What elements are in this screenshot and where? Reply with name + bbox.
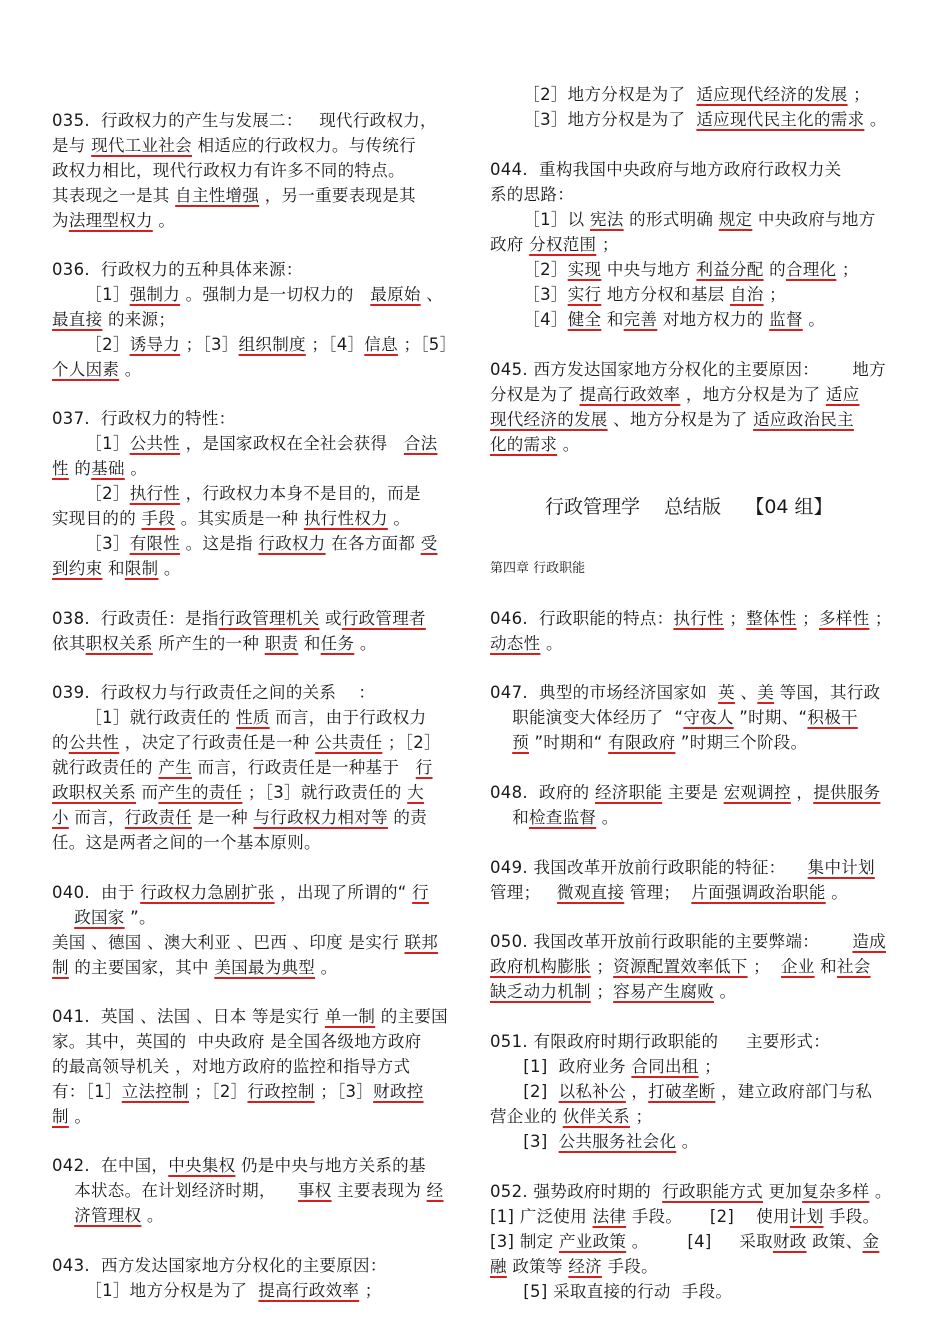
text-run: ，是国家政权在全社会获得 (180, 434, 404, 453)
answer-blank: 监督 (769, 310, 803, 329)
answer-blank: 性质 (236, 708, 270, 727)
answer-blank: 行 (412, 883, 429, 902)
answer-blank: 造成 (852, 932, 886, 951)
answer-blank: 执行性 (673, 609, 724, 628)
text-run: ”时期和“ (529, 733, 609, 752)
answer-blank: 经 (426, 1181, 444, 1200)
text-run: 。 (315, 958, 338, 977)
answer-blank: 公共服务社会化 (558, 1132, 677, 1151)
text-run: 有：［1］ (52, 1082, 122, 1101)
answer-blank: 自治 (730, 285, 764, 304)
answer-blank: 以私补公 (558, 1082, 626, 1101)
text-run: 。 (864, 110, 887, 129)
answer-blank: 现代经济的发展 (490, 410, 608, 429)
answer-blank: 公共性 (68, 733, 120, 752)
item-037 (52, 406, 462, 581)
text-run: 的最高领导机关 ，对地方政府的监控和指导方式 (52, 1057, 411, 1076)
answer-blank: 政府机构膨胀 (490, 957, 591, 976)
text-run: 。 (152, 211, 176, 230)
text-run: 而言， (68, 808, 125, 827)
text-run: 。强制力是一切权力的 (180, 285, 371, 304)
text-run: 。 (387, 509, 411, 528)
text-run: 。 (676, 1132, 699, 1151)
text-run: ； (629, 1107, 653, 1126)
answer-blank: 职责 (264, 634, 299, 653)
answer-blank: 自主性增强 (175, 186, 260, 205)
text-run: 其表现之一是其 (52, 186, 176, 205)
text-run: ，地方分权是为了 (680, 385, 826, 404)
answer-blank: 事权 (297, 1181, 332, 1200)
answer-blank: 法理型权力 (68, 211, 153, 230)
text-run: 。 (802, 310, 826, 329)
text-run: ；［4］ (305, 335, 365, 354)
item-044 (490, 157, 900, 332)
text-run: ”。 (124, 908, 156, 927)
answer-blank: 实行 (567, 285, 602, 304)
text-run: ； (359, 1281, 382, 1300)
answer-blank: 检查监督 (529, 808, 597, 827)
text-run: ，另一重要表现是其 (259, 186, 416, 205)
text-run: 052. 强势政府时期的 (490, 1182, 663, 1201)
text-run: 管理； (624, 883, 692, 902)
text-run: 的责 (387, 808, 428, 827)
text-run: ；［5］ (397, 335, 457, 354)
answer-blank: 化的需求 (490, 435, 558, 454)
chapter-heading: 第四章 行政职能 (490, 561, 586, 576)
answer-blank: 有限性 (129, 534, 181, 553)
answer-blank: 适应现代民主化的需求 (696, 110, 865, 129)
text-run: 。 (119, 360, 142, 379)
answer-blank: 最直接 (52, 310, 103, 329)
answer-blank: 片面强调政治职能 (691, 883, 826, 902)
answer-blank: 微观直接 (557, 883, 625, 902)
item-042 (52, 1153, 462, 1228)
text-run: [5] 采取直接的行动 手段。 (490, 1282, 733, 1301)
answer-blank: 执行性权力 (303, 509, 388, 528)
text-run: 和 (814, 957, 837, 976)
answer-blank: 合理化 (785, 260, 837, 279)
text-run: 。 (540, 634, 563, 653)
answer-blank: 分权范围 (529, 235, 597, 254)
answer-blank: 法律 (592, 1207, 627, 1226)
answer-blank: 政职权关系 (52, 783, 136, 802)
answer-blank: 财政 (772, 1232, 807, 1251)
text-run (52, 908, 74, 927)
answer-blank: 小 (52, 808, 69, 827)
text-run: ， (625, 1082, 649, 1101)
answer-blank: 适应政治民主 (753, 410, 854, 429)
answer-blank: 性 (52, 459, 69, 478)
text-run: 相适应的行政权力。与传统行 (191, 136, 416, 155)
text-run: 就行政责任的 (52, 758, 159, 777)
answer-blank: 整体性 (746, 609, 797, 628)
text-run: ［1］ (52, 285, 130, 304)
text-run: 、 (734, 683, 758, 702)
text-run: 手段。 [2] 使用 (626, 1207, 790, 1226)
item-046 (490, 606, 900, 656)
text-run: 中央与地方 (601, 260, 697, 279)
answer-blank: 经济 (568, 1257, 602, 1276)
answer-blank: 产生 (158, 758, 192, 777)
text-run: ； (747, 957, 782, 976)
text-run: ； (723, 609, 747, 628)
answer-blank: 产生的责任 (158, 783, 243, 802)
text-run: ；［3］就行政责任的 (242, 783, 408, 802)
text-run: 043. 西方发达国家地方分权化的主要原因： (52, 1256, 387, 1275)
text-run: 和 (298, 634, 321, 653)
answer-blank: 单一制 (324, 1007, 376, 1026)
text-run: 048. 政府的 (490, 783, 595, 802)
answer-blank: 现代工业社会 (91, 136, 192, 155)
answer-blank: 任务 (320, 634, 355, 653)
answer-blank: 中央集权 (168, 1156, 236, 1175)
text-run: 046. 行政职能的特点： (490, 609, 674, 628)
text-run: 是一种 (191, 808, 254, 827)
item-049 (490, 855, 900, 905)
text-run: ，决定 (119, 733, 176, 752)
answer-blank: 实现 (567, 260, 602, 279)
answer-blank: 适应 (825, 385, 860, 404)
item-040 (52, 880, 462, 980)
text-run: ；［3］ (314, 1082, 374, 1101)
text-run: ［1］以 (490, 210, 591, 229)
text-run (490, 733, 512, 752)
answer-blank: 预 (512, 733, 529, 752)
item-038 (52, 606, 462, 656)
text-run: 。 (68, 1107, 92, 1126)
text-run: 的主要国 (375, 1007, 448, 1026)
answer-blank: 企业 (781, 957, 815, 976)
answer-blank: 缺乏动力机制 (490, 982, 591, 1001)
text-run: 。其实质是一种 (175, 509, 304, 528)
answer-blank: 组织制度 (238, 335, 306, 354)
text-run: 的来源； (102, 310, 176, 329)
text-run: 。 (158, 559, 181, 578)
answer-blank: 规定 (718, 210, 753, 229)
text-run: 。 (354, 634, 377, 653)
text-run: ； (596, 235, 619, 254)
text-run: ［4］ (490, 310, 568, 329)
text-run: ； (698, 1057, 721, 1076)
text-run: ”时期三个阶段。 (675, 733, 808, 752)
text-run: 家。其中，英国的 中央政府 是全国各级地方政府 (52, 1032, 422, 1051)
answer-blank: 经济职能 (594, 783, 663, 802)
text-run: 政权力相比，现代行政权力有许多不同的特点。 (52, 161, 405, 180)
text-run: 039. 行政权力与行政责任之间的关系 ： (52, 683, 376, 702)
answer-blank: 利益分配 (696, 260, 764, 279)
text-run: 仍是中央与地方关系的基 (235, 1156, 426, 1175)
answer-blank: 英 (718, 683, 735, 702)
answer-blank: 诱导力 (129, 335, 181, 354)
text-run: 职能演变大体经历了 “ (490, 708, 684, 727)
text-run: ； (836, 260, 859, 279)
item-043 (52, 1253, 462, 1303)
answer-blank: 政国家 (74, 908, 125, 927)
answer-blank: 基础 (91, 459, 125, 478)
text-run: 038. 行政责任：是指 (52, 609, 219, 628)
answer-blank: 受 (420, 534, 438, 553)
text-run: 的 (52, 733, 69, 752)
answer-blank: 制 (52, 1107, 69, 1126)
text-run: ，建立政府部门与私 (715, 1082, 873, 1101)
text-run: 047. 典型的市场经济国家如 (490, 683, 719, 702)
text-run: [3] 制定 (490, 1232, 559, 1251)
text-run: 美国 、德国 、澳大利亚 、巴西 、印度 是实行 (52, 933, 405, 952)
text-run: 对地方权力的 (657, 310, 770, 329)
answer-blank: 行政责任 (124, 808, 192, 827)
text-run: 而言，行政责任是一种基于 (191, 758, 416, 777)
text-run: 系的思路： (490, 185, 574, 204)
item-050 (490, 929, 900, 1004)
answer-blank: 到约束 (52, 559, 103, 578)
text-run: 的主要国家，其中 (68, 958, 215, 977)
text-run: ； (590, 982, 614, 1001)
answer-blank: 个人因素 (52, 360, 120, 379)
text-run: ”时期、“ (733, 708, 808, 727)
answer-blank: 金 (862, 1232, 880, 1251)
answer-blank: 社会 (836, 957, 871, 976)
answer-blank: 伙伴关系 (562, 1107, 630, 1126)
answer-blank: 联邦 (404, 933, 439, 952)
text-run: 分权是为了 (490, 385, 580, 404)
text-run: [1] 政府业务 (490, 1057, 632, 1076)
answer-blank: 手段 (141, 509, 176, 528)
answer-blank: 立法控制 (121, 1082, 189, 1101)
answer-blank: 有限政府 (608, 733, 676, 752)
answer-blank: 行政管理者 (341, 609, 426, 628)
answer-blank: 行政控制 (247, 1082, 315, 1101)
text-run: 政府 (490, 235, 530, 254)
answer-blank: 大 (407, 783, 425, 802)
text-run: 。 (124, 459, 148, 478)
item-047 (490, 680, 900, 755)
answer-blank: 资源配置效率低下 (613, 957, 748, 976)
text-run: ［3］地方分权是为了 (490, 110, 697, 129)
text-run: 政策、 (806, 1232, 863, 1251)
text-run: 政策等 (506, 1257, 569, 1276)
answer-blank: 动态性 (490, 634, 541, 653)
text-run: 在各方面都 (325, 534, 421, 553)
text-run: 。这是指 (180, 534, 259, 553)
text-run: 的 (68, 459, 92, 478)
answer-blank: 复杂多样 (802, 1182, 870, 1201)
text-run: 、 (420, 285, 444, 304)
answer-blank: 行政职能方式 (662, 1182, 763, 1201)
answer-blank: 集中计划 (807, 858, 875, 877)
text-run: ，行政权力本身不是目的，而是 (180, 484, 421, 503)
text-run: 等国，其行政 (774, 683, 881, 702)
text-run: ；［2］ (382, 733, 441, 752)
answer-blank: 与行政权力相对等 (253, 808, 388, 827)
item-043-cont (490, 82, 900, 132)
text-run: 是与 (52, 136, 92, 155)
text-run: 更加 (763, 1182, 803, 1201)
text-run: ； (763, 285, 786, 304)
text-run: ［1］ (52, 434, 130, 453)
answer-blank: 积极干 (807, 708, 858, 727)
text-run: 的 (763, 260, 786, 279)
answer-blank: 完善 (623, 310, 658, 329)
text-run: 、地方分权是为了 (607, 410, 754, 429)
text-run: 营企业的 (490, 1107, 563, 1126)
item-036 (52, 257, 462, 382)
text-run: 依其 (52, 634, 86, 653)
answer-blank: 公共责任 (315, 733, 383, 752)
text-run: 手段。 (823, 1207, 880, 1226)
answer-blank: 美 (757, 683, 775, 702)
text-run: 所产生的一种 (152, 634, 265, 653)
text-run: 。 (596, 808, 619, 827)
answer-blank: 宪法 (590, 210, 624, 229)
text-run: ［1］地方分权是为了 (52, 1281, 259, 1300)
text-run: 。 (825, 883, 849, 902)
text-run: 了行政责任是一种 (175, 733, 316, 752)
answer-blank: 行政权力急剧扩张 (140, 883, 275, 902)
text-run: 050. 我国改革开放前行政职能的主要弊端： (490, 932, 853, 951)
item-048 (490, 780, 900, 830)
text-run: ； (590, 957, 614, 976)
text-run: ； (869, 609, 892, 628)
text-run: ， (790, 783, 814, 802)
text-run: ，出现了所谓的“ (274, 883, 413, 902)
text-run: 主要表现为 (331, 1181, 427, 1200)
item-051 (490, 1029, 900, 1154)
answer-blank: 守夜人 (683, 708, 734, 727)
answer-blank: 健全 (567, 310, 602, 329)
answer-blank: 行 (415, 758, 433, 777)
text-run: ［3］ (490, 285, 568, 304)
answer-blank: 提供服务 (813, 783, 881, 802)
text-run: 051. 有限政府时期行政职能的 主要形式： (490, 1032, 831, 1051)
answer-blank: 职权关系 (85, 634, 153, 653)
text-run: 手段。 (601, 1257, 658, 1276)
text-run: 042. 在中国， (52, 1156, 169, 1175)
answer-blank: 行政权力 (258, 534, 326, 553)
text-run: ［2］ (52, 484, 130, 503)
text-run: 本状态。在计划经济时期， (52, 1181, 298, 1200)
text-run: ［2］地方分权是为了 (490, 85, 697, 104)
text-run: 主要是 (662, 783, 724, 802)
text-run: 或 (319, 609, 342, 628)
text-run: 。 [4] 采取 (626, 1232, 773, 1251)
answer-blank: 融 (490, 1257, 507, 1276)
answer-blank: 多样性 (818, 609, 870, 628)
text-run: ；［3］ (180, 335, 239, 354)
answer-blank: 行政管理机关 (218, 609, 320, 628)
text-run: 为 (52, 211, 69, 230)
text-run: [3] (490, 1132, 559, 1151)
text-run: ；［2］ (188, 1082, 248, 1101)
text-run: 和 (102, 559, 125, 578)
text-run: [1] 广泛使用 (490, 1207, 593, 1226)
answer-blank: 公共性 (129, 434, 181, 453)
answer-blank: 信息 (364, 335, 398, 354)
answer-blank: 合法 (403, 434, 438, 453)
text-run: 040. 由于 (52, 883, 141, 902)
answer-blank: 执行性 (129, 484, 181, 503)
text-run: 的形式明确 (623, 210, 719, 229)
text-run: ； (847, 85, 870, 104)
text-run: ［2］ (52, 335, 130, 354)
item-052 (490, 1179, 900, 1304)
text-run: 037. 行政权力的特性： (52, 409, 236, 428)
item-035 (52, 108, 462, 233)
answer-blank: 打破垄断 (648, 1082, 716, 1101)
text-run: 任。这是两者之间的一个基本原则。 (52, 833, 321, 852)
answer-blank: 适应现代经济的发展 (696, 85, 848, 104)
text-run: 和 (601, 310, 624, 329)
item-045 (490, 357, 900, 457)
answer-blank: 财政控 (373, 1082, 424, 1101)
answer-blank: 限制 (124, 559, 159, 578)
text-run: 041. 英国 、法国 、日本 等是实行 (52, 1007, 325, 1026)
text-run: 049. 我国改革开放前行政职能的特征： (490, 858, 808, 877)
text-run: 而言，由于行政权力 (269, 708, 427, 727)
text-run: ［2］ (490, 260, 568, 279)
answer-blank: 容易产生腐败 (613, 982, 714, 1001)
answer-blank: 强制力 (129, 285, 181, 304)
text-run: 045. 西方发达国家地方分权化的主要原因： 地方 (490, 360, 886, 379)
answer-blank: 提高行政效率 (258, 1281, 360, 1300)
text-run: 和 (490, 808, 529, 827)
text-run: 管理； (490, 883, 558, 902)
text-run: [2] (490, 1082, 559, 1101)
answer-blank: 合同出租 (631, 1057, 699, 1076)
text-run: 而 (136, 783, 159, 802)
text-run: ［1］就行政责任的 (52, 708, 237, 727)
text-run: 。 (141, 1206, 164, 1225)
answer-blank: 最原始 (370, 285, 421, 304)
section-heading: 行政管理学 总结版 【04 组】 (545, 496, 833, 518)
text-run: 036. 行政权力的五种具体来源： (52, 260, 303, 279)
answer-blank: 美国最为典型 (214, 958, 316, 977)
text-run: ； (796, 609, 819, 628)
text-run: 中央政府与地方 (752, 210, 876, 229)
answer-blank: 计划 (789, 1207, 824, 1226)
text-run: 。 (557, 435, 580, 454)
answer-blank: 济管理权 (74, 1206, 142, 1225)
text-run: 044. 重构我国中央政府与地方政府行政权力关 (490, 160, 842, 179)
answer-blank: 宏观调控 (723, 783, 791, 802)
text-run: 地方分权和基层 (601, 285, 730, 304)
text-run: 035. 行政权力的产生与发展二： 现代行政权力， (52, 111, 437, 130)
text-run: ［3］ (52, 534, 130, 553)
item-041 (52, 1004, 462, 1129)
item-039 (52, 680, 462, 855)
text-run: 。 (713, 982, 737, 1001)
answer-blank: 提高行政效率 (579, 385, 681, 404)
answer-blank: 产业政策 (558, 1232, 627, 1251)
text-run (52, 1206, 74, 1225)
answer-blank: 制 (52, 958, 69, 977)
text-run: 。 (869, 1182, 892, 1201)
text-run: 实现目的的 (52, 509, 142, 528)
